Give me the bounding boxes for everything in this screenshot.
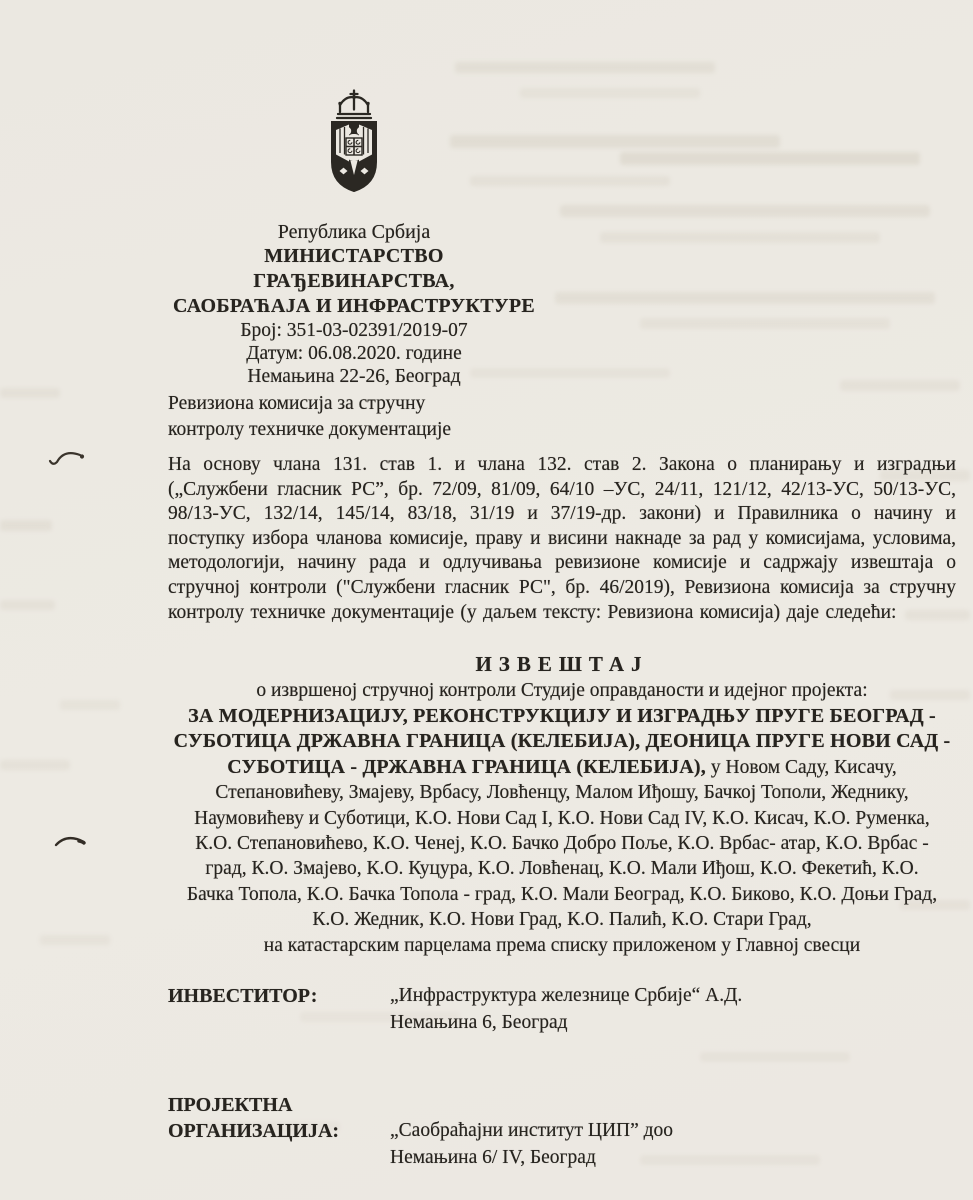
report-subject-line: град, К.О. Змајево, К.О. Куцура, К.О. Ловћенац, К.О. Мали Иђош, К.О. Фекетић, К.О. bbox=[205, 858, 919, 880]
document-number: Број: 351-03-02391/2019-07 bbox=[240, 320, 468, 341]
party-value bbox=[390, 1118, 673, 1171]
committee-line2: контролу техничке документације bbox=[168, 419, 452, 440]
bleedthrough-artifact bbox=[40, 935, 110, 945]
pen-mark bbox=[46, 441, 94, 469]
party-row bbox=[168, 1092, 928, 1171]
report-subject-line: К.О. Степановићево, К.О. Ченеј, К.О. Бачко Добро Поље, К.О. Врбас- атар, К.О. Врбас - bbox=[195, 833, 929, 855]
report-subject-line: СУБОТИЦА ДРЖАВНА ГРАНИЦА (КЕЛЕБИЈА), ДЕОНИЦА ПРУГЕ НОВИ САД - bbox=[173, 730, 951, 753]
bleedthrough-artifact bbox=[555, 292, 935, 304]
country-name: Република Србија bbox=[277, 221, 431, 243]
bleedthrough-artifact bbox=[620, 152, 920, 165]
party-label-line: ОРГАНИЗАЦИЈА: bbox=[168, 1120, 340, 1142]
bleedthrough-artifact bbox=[560, 205, 930, 217]
party-label-line: ИНВЕСТИТОР: bbox=[168, 985, 318, 1007]
bleedthrough-artifact bbox=[520, 88, 700, 98]
party-address: Немањина 6/ IV, Београд bbox=[390, 1146, 596, 1168]
bleedthrough-artifact bbox=[840, 380, 960, 391]
report-subject-line: Степановићеву, Змајеву, Врбасу, Ловћенцу, Малом Иђошу, Бачкој Тополи, Жеднику, bbox=[215, 782, 909, 804]
bleedthrough-artifact bbox=[0, 760, 70, 770]
report-subtitle: о извршеној стручној контроли Студије оправданости и идејног пројекта: bbox=[256, 680, 868, 701]
pen-mark bbox=[52, 830, 96, 852]
report-subject-line: К.О. Жедник, К.О. Нови Град, К.О. Палић, К.О. Стари Град, bbox=[312, 909, 812, 931]
committee-line1: Ревизиона комисија за стручну bbox=[168, 393, 426, 414]
committee-block bbox=[168, 391, 451, 443]
report-subject-line: СУБОТИЦА - ДРЖАВНА ГРАНИЦА (КЕЛЕБИЈА), у Новом Саду, Кисачу, bbox=[227, 755, 897, 778]
bleedthrough-artifact bbox=[0, 388, 60, 398]
legal-basis-paragraph: На основу члана 131. став 1. и члана 132. став 2. Закона о планирању и изградњи („Службени гласник РС”, бр. 72/09, 81/09, 64/10 –УС, 24/11, 121/12, 42/13-УС, 50/13-УС, 98/13-УС, 132/14, 145/14, 83/18, 31/19 и 37/19-др. закони) и Правилника о начину и поступку избора чланова комисије, праву и висини накнаде за рад у комисијама, условима, методологији, начину рада и одлучивања ревизионе комисије и садржају извештаја о стручној контроли ("Службени гласник РС", бр. 46/2019), Ревизиона комисија за стручну контролу техничке документације (у даљем тексту: Ревизиона комисија) даје следећи: bbox=[168, 454, 956, 623]
party-label bbox=[168, 983, 390, 1009]
report-subject-line: Бачка Топола, К.О. Бачка Топола - град, К.О. Мали Београд, К.О. Биково, К.О. Доњи Град, bbox=[186, 883, 938, 905]
bleedthrough-artifact bbox=[0, 600, 55, 610]
bleedthrough-artifact bbox=[455, 62, 715, 73]
bleedthrough-artifact bbox=[60, 700, 120, 710]
bleedthrough-artifact bbox=[600, 232, 880, 243]
party-name: „Саобраћајни институт ЦИП” доо bbox=[390, 1120, 674, 1141]
party-label bbox=[168, 1092, 390, 1144]
report-subject-line: ЗА МОДЕРНИЗАЦИЈУ, РЕКОНСТРУКЦИЈУ И ИЗГРАДЊУ ПРУГЕ БЕОГРАД - bbox=[188, 705, 936, 727]
ministry-address: Немањина 22-26, Београд bbox=[247, 366, 461, 387]
report-section bbox=[168, 651, 956, 958]
party-row bbox=[168, 983, 928, 1036]
bleedthrough-artifact bbox=[640, 318, 890, 329]
bleedthrough-artifact bbox=[0, 520, 52, 531]
ministry-name-line1: МИНИСТАРСТВО ГРАЂЕВИНАРСТВА, bbox=[253, 245, 455, 292]
parties-section bbox=[168, 983, 928, 1171]
report-subject-line: на катастарским парцелама према списку приложеном у Главној свесци bbox=[263, 934, 861, 956]
party-value bbox=[390, 983, 742, 1036]
letterhead bbox=[168, 86, 540, 388]
party-address: Немањина 6, Београд bbox=[390, 1011, 568, 1033]
document-date: Датум: 06.08.2020. године bbox=[246, 343, 462, 364]
report-subject bbox=[168, 704, 956, 958]
party-name: „Инфраструктура железнице Србије“ А.Д. bbox=[390, 985, 743, 1006]
report-title: ИЗВЕШТАЈ bbox=[475, 652, 649, 676]
party-label-line: ПРОЈЕКТНА bbox=[168, 1094, 293, 1116]
serbia-coat-of-arms-icon bbox=[316, 86, 392, 210]
ministry-name-line2: САОБРАЋАЈА И ИНФРАСТРУКТУРЕ bbox=[173, 295, 535, 317]
report-subject-line: Наумовићеву и Суботици, К.О. Нови Сад I, К.О. Нови Сад IV, К.О. Кисач, К.О. Руменка, bbox=[194, 807, 930, 829]
